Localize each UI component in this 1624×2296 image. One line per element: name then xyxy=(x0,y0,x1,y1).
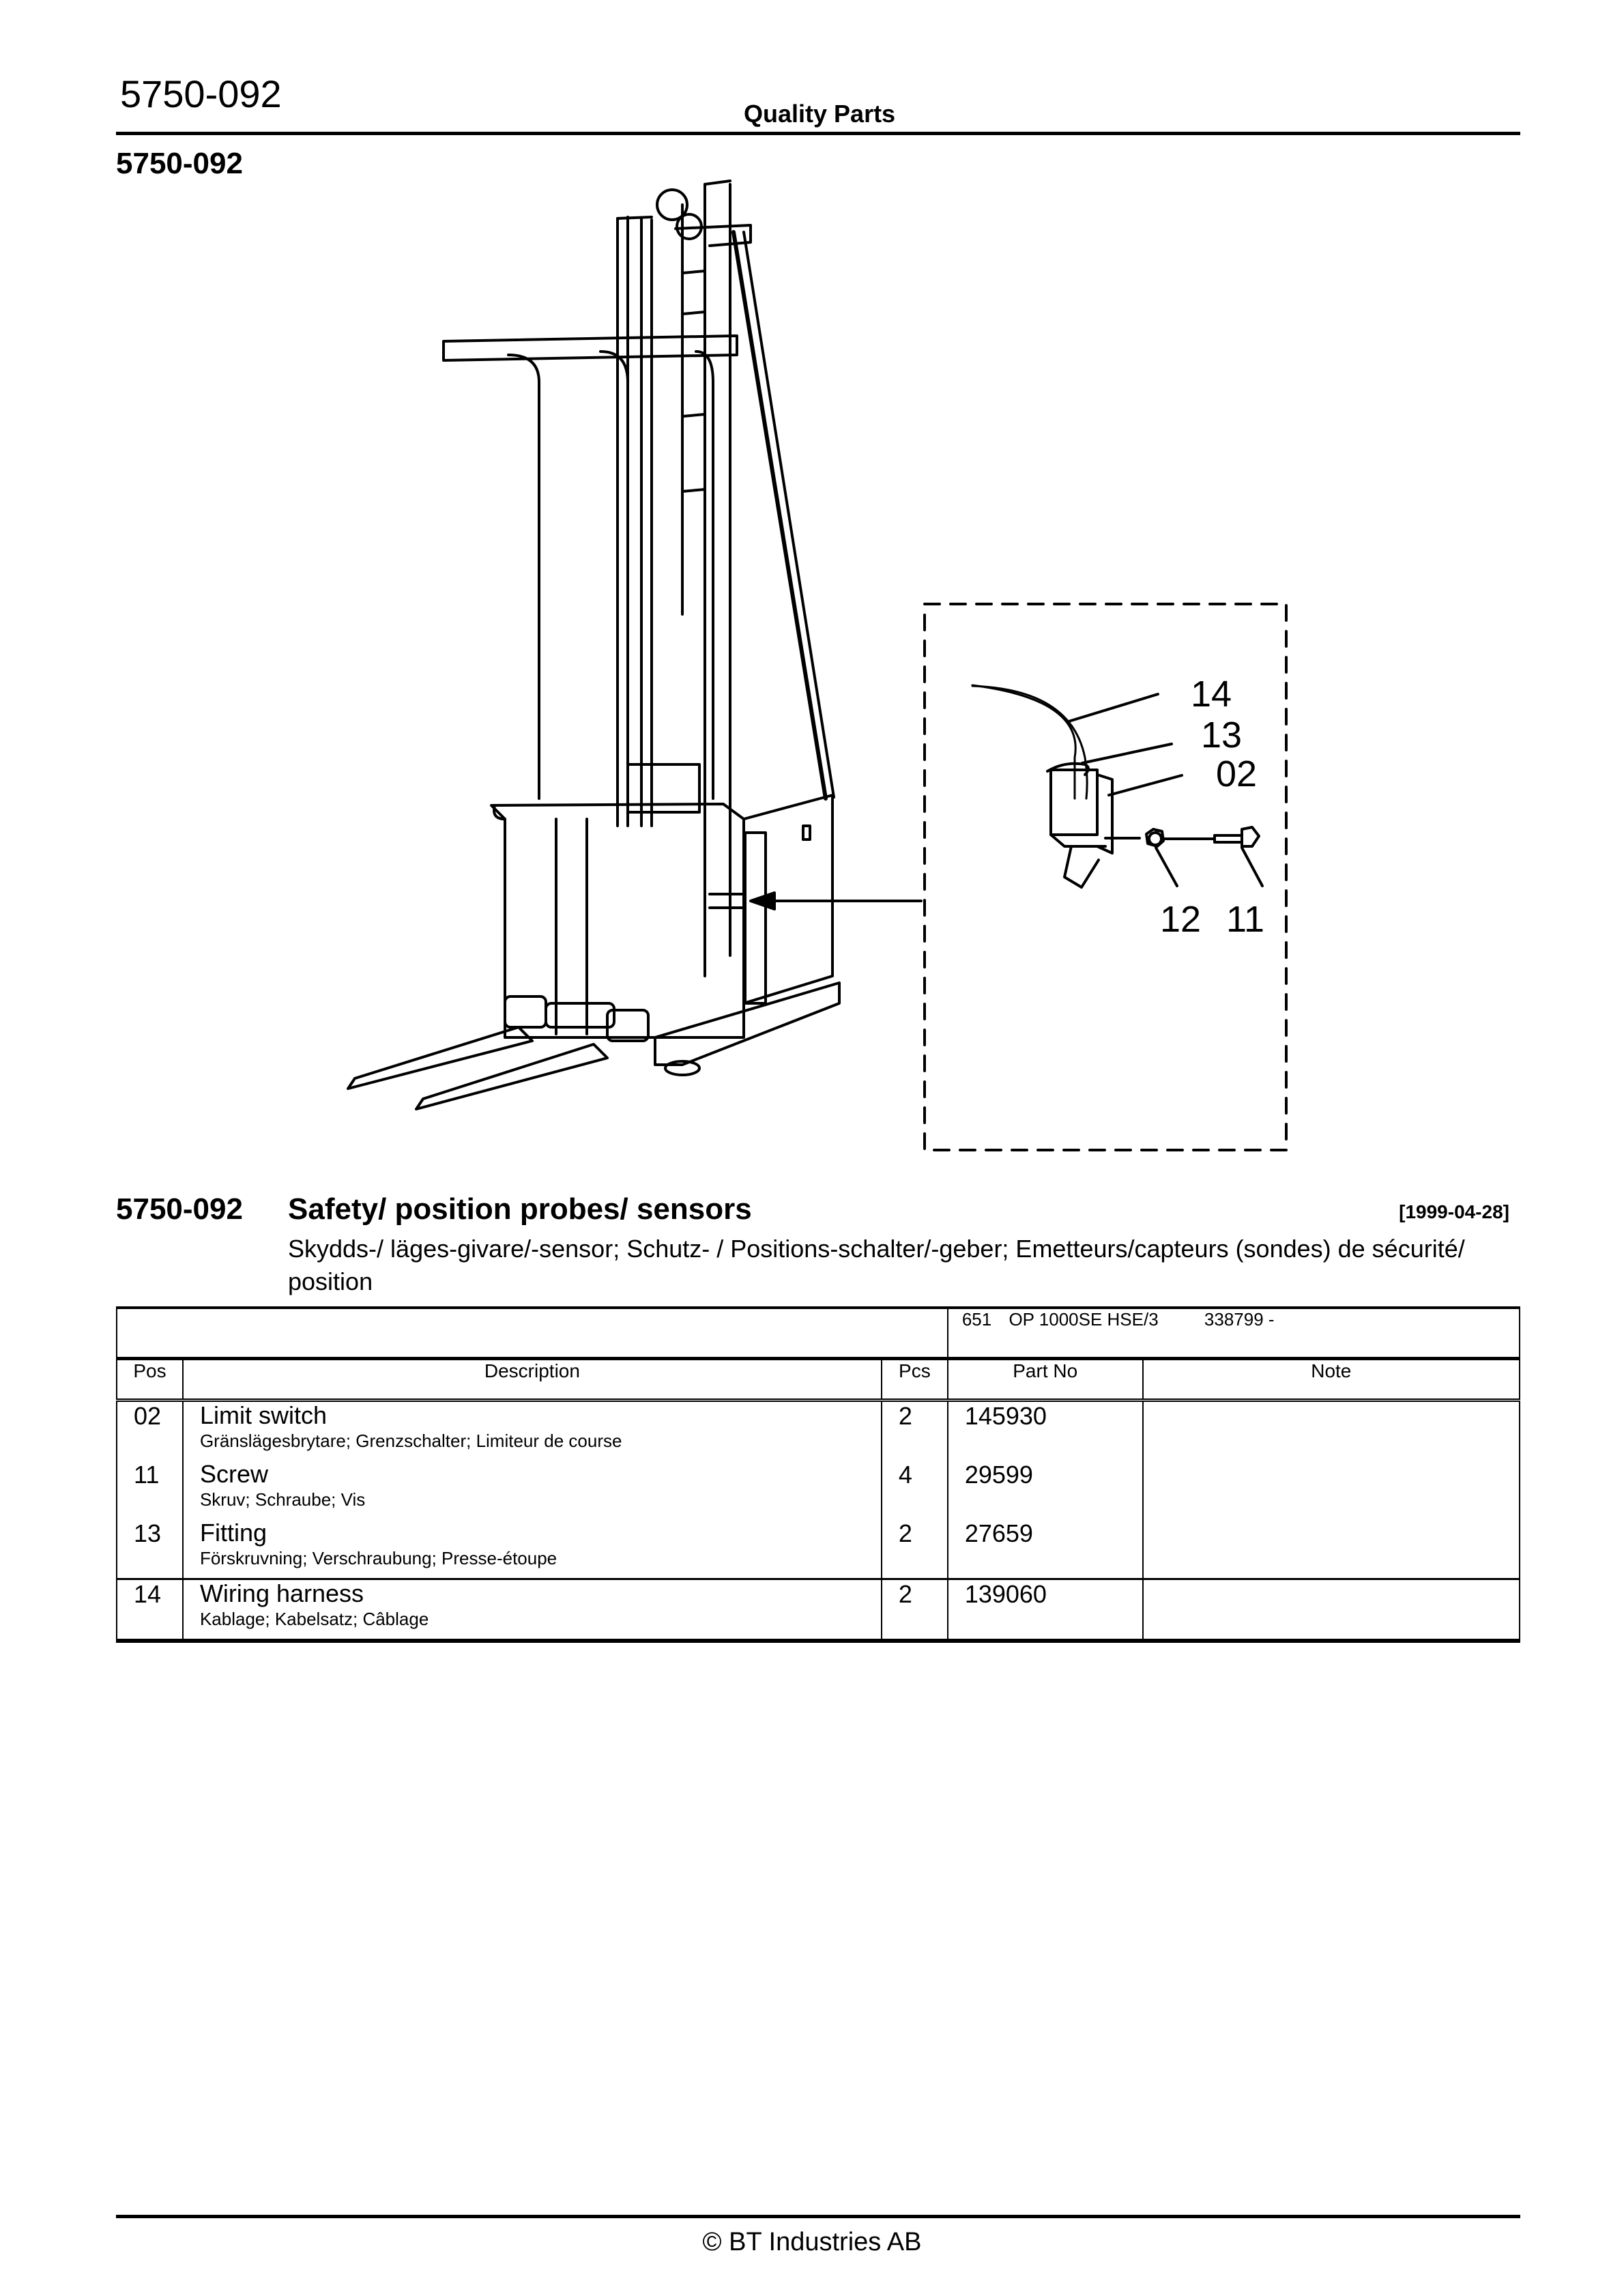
row-note xyxy=(1143,1461,1520,1519)
callout-13: 13 xyxy=(1201,715,1243,756)
section-date: [1999-04-28] xyxy=(1399,1201,1509,1222)
row-part-no: 27659 xyxy=(948,1519,1143,1579)
row-description xyxy=(183,1519,882,1579)
col-description: Description xyxy=(183,1359,882,1401)
row-description xyxy=(183,1461,882,1519)
col-part-no: Part No xyxy=(948,1359,1143,1401)
item-name: Limit switch xyxy=(199,1401,327,1429)
table-row xyxy=(117,1401,1520,1461)
callout-12: 12 xyxy=(1160,899,1202,940)
col-note: Note xyxy=(1143,1359,1520,1401)
row-pos: 11 xyxy=(117,1461,183,1519)
item-translation: Kablage; Kabelsatz; Câblage xyxy=(199,1609,429,1629)
row-note xyxy=(1143,1579,1520,1641)
row-part-no: 139060 xyxy=(948,1579,1143,1641)
row-note xyxy=(1143,1519,1520,1579)
callout-11: 11 xyxy=(1226,899,1265,940)
row-pcs: 2 xyxy=(882,1519,948,1579)
item-translation: Förskruvning; Verschraubung; Presse-étoupe xyxy=(199,1548,557,1568)
section-subtitle: Skydds-/ läges-givare/-sensor; Schutz- / Positions-schalter/-geber; Emetteurs/capteurs (sondes) de sécurité/ position xyxy=(288,1235,1465,1295)
forklift-drawing xyxy=(348,181,921,1109)
row-pcs: 2 xyxy=(882,1401,948,1461)
section-title: Safety/ position probes/ sensors xyxy=(288,1192,752,1226)
row-pos: 02 xyxy=(117,1401,183,1461)
item-translation: Skruv; Schraube; Vis xyxy=(199,1489,366,1510)
model-row xyxy=(117,1308,1520,1359)
row-pos: 13 xyxy=(117,1519,183,1579)
row-pcs: 4 xyxy=(882,1461,948,1519)
section-id: 5750-092 xyxy=(116,147,243,180)
col-pos: Pos xyxy=(117,1359,183,1401)
row-note xyxy=(1143,1401,1520,1461)
model-serial: 338799 - xyxy=(1204,1309,1275,1330)
item-name: Screw xyxy=(199,1460,268,1488)
table-header xyxy=(117,1359,1520,1401)
footer-divider xyxy=(116,2215,1520,2218)
table-row xyxy=(117,1519,1520,1579)
item-name: Fitting xyxy=(199,1519,267,1547)
parts-table xyxy=(116,1306,1520,1643)
row-description xyxy=(183,1579,882,1641)
callout-02: 02 xyxy=(1216,754,1258,794)
row-pcs: 2 xyxy=(882,1579,948,1641)
parts-illustration xyxy=(328,177,1296,1160)
row-part-no: 29599 xyxy=(948,1461,1143,1519)
header-title: Quality Parts xyxy=(744,100,896,128)
model-name: OP 1000SE HSE/3 xyxy=(1009,1309,1159,1330)
row-description xyxy=(183,1401,882,1461)
item-translation: Gränslägesbrytare; Grenzschalter; Limiteur de course xyxy=(199,1431,622,1451)
table-row xyxy=(117,1579,1520,1641)
col-pcs: Pcs xyxy=(882,1359,948,1401)
row-pos: 14 xyxy=(117,1579,183,1641)
item-name: Wiring harness xyxy=(199,1579,364,1607)
row-part-no: 145930 xyxy=(948,1401,1143,1461)
model-cell xyxy=(948,1308,1520,1359)
document-id: 5750-092 xyxy=(120,72,282,115)
callout-14: 14 xyxy=(1191,674,1232,715)
footer-copyright: © BT Industries AB xyxy=(702,2228,922,2256)
header-divider xyxy=(116,132,1520,135)
table-row xyxy=(117,1461,1520,1519)
section-number: 5750-092 xyxy=(116,1192,243,1226)
model-code: 651 xyxy=(961,1309,992,1330)
